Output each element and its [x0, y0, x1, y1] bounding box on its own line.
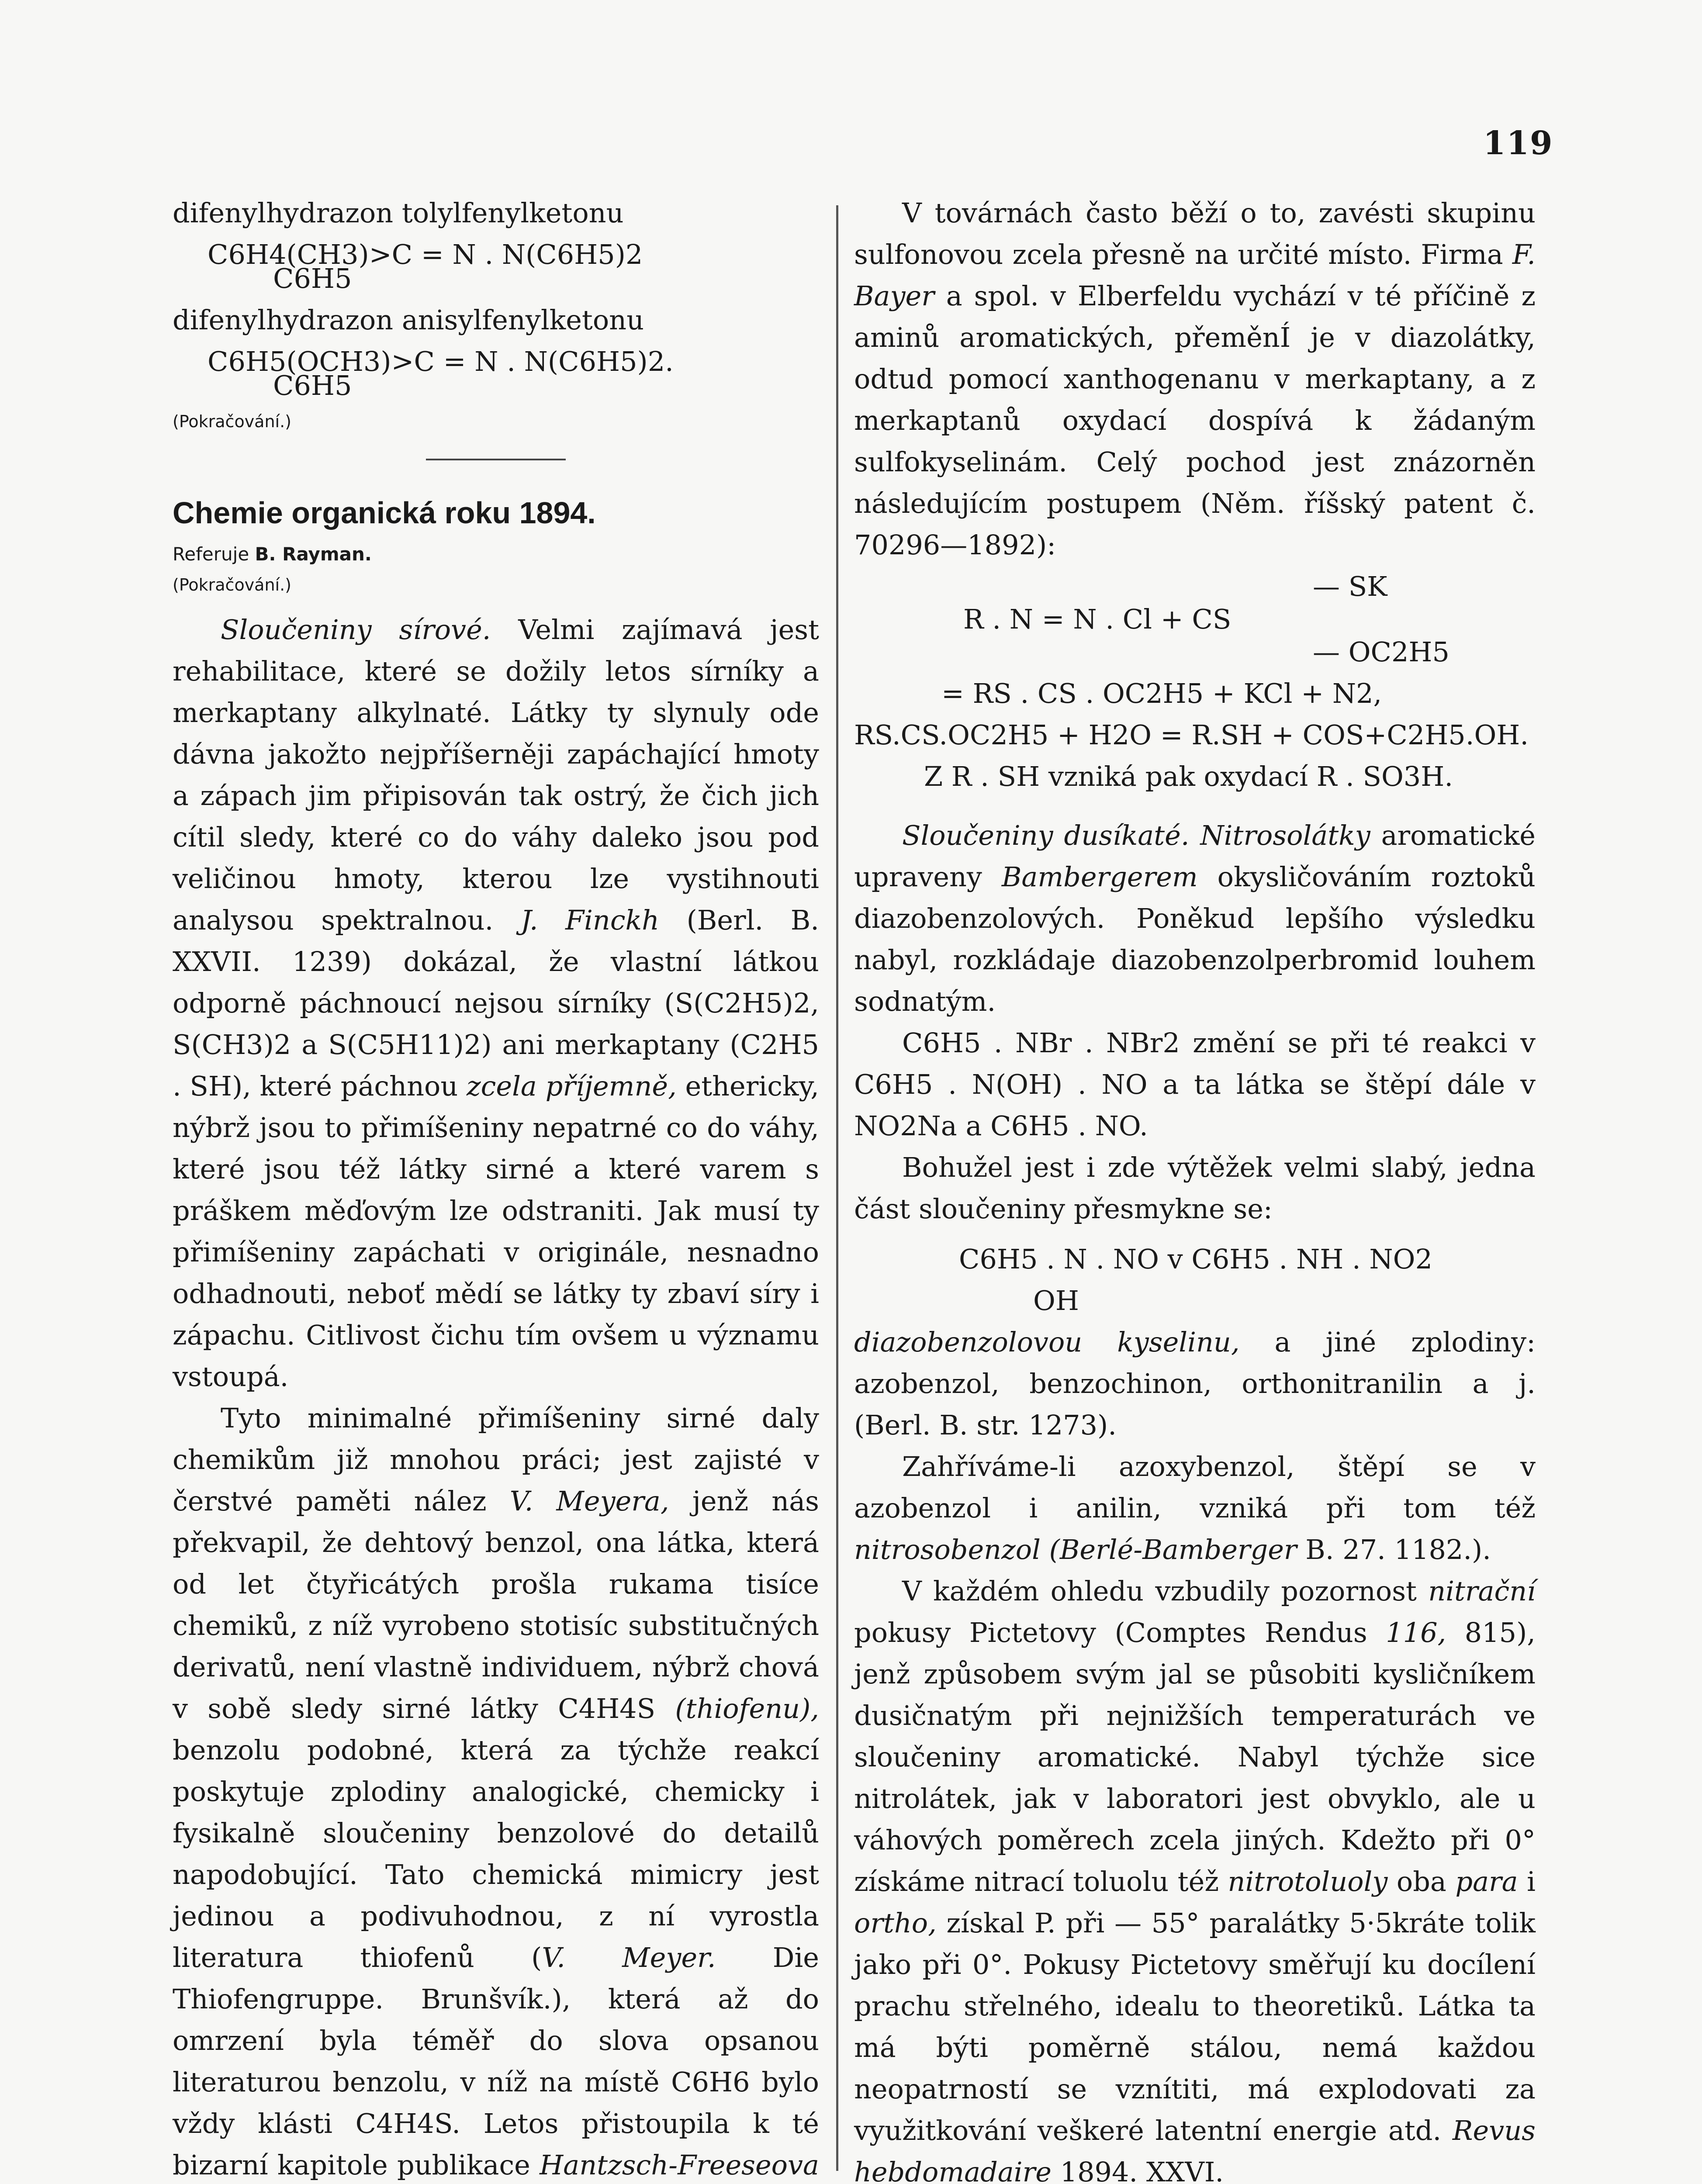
paragraph-diazobenzol: [854, 1321, 1536, 1446]
r-para7-g: získal P. při — 55° paralátky 5·5kráte tolik jako při 0°. Pokusy Pictetovy směřují ku docílení prachu střelného, idealu to theoretiků. Látka ta má býti poměrně stálou, nemá každou neopatrností se vznítiti, má explodovati za využitkování veškeré latentní energie atd.: [854, 1907, 1536, 2146]
para2-text-a: Tyto minimalné přimíšeniny sirné daly chemikům již mnohou práci; jest zajisté v čerstvé paměti nález: [173, 1402, 819, 1517]
para2-ref: V. Meyer.: [542, 1942, 716, 1973]
paragraph-thiophene: [173, 1397, 819, 2184]
para1-text-b: (Berl. B. XXVII. 1239) dokázal, že vlastní látkou odporně páchnoucí nejsou sírníky (S(C2H5)2, S(CH3)2 a S(C5H11)2) ani merkaptany (C2H5 . SH), které páchnou: [173, 904, 819, 1102]
para2-emphasis: (thiofenu),: [675, 1693, 819, 1724]
r-para7-c: (Comptes Rendus: [1114, 1617, 1367, 1648]
equation-1-sk: — SK: [1313, 570, 1387, 602]
r-para7-vol: 116,: [1386, 1617, 1446, 1648]
r-para5-emphasis: diazobenzolovou kyselinu,: [854, 1326, 1240, 1358]
page-number: 119: [1483, 124, 1553, 162]
para2-text-d: Die Thiofengruppe. Brunšvík.), která až do omrzení byla téměř do slova opsanou literaturou benzolu, v níž na místě C6H6 bylo vždy klásti C4H4S. Letos přistoupila k té bizarní kapitole publikace: [173, 1942, 819, 2181]
para1-text-c: ethericky, nýbrž jsou to přimíšeniny nepatrné co do váhy, které jsou též látky sirné a které varem s práškem měďovým lze odstraniti. Jak musí ty přimíšeniny zapáchati v originále, nesnadno odhadnouti, neboť mědí se látky ty zbaví síry i zápachu. Citlivost čichu tím ovšem u významu vstoupá.: [173, 1070, 819, 1393]
r-para2-lead: Sloučeniny dusíkaté.: [902, 819, 1190, 851]
equation-1-oc: — OC2H5: [1313, 636, 1449, 668]
paragraph-nitrogen: [854, 815, 1536, 1022]
paragraph-reaction: C6H5 . NBr . NBr2 změní se při té reakci v C6H5 . N(OH) . NO a ta látka se štěpí dále v NO2Na a C6H5 . NO.: [854, 1027, 1536, 1142]
section-rule: [426, 459, 566, 460]
r-para6-emphasis: nitrosobenzol: [854, 1534, 1041, 1565]
equation-3: Z R . SH vzniká pak oxydací R . SO3H.: [924, 760, 1453, 792]
formula-title-1: difenylhydrazon tolylfenylketonu: [173, 197, 624, 229]
para2-text-b: jenž nás překvapil, že dehtový benzol, ona látka, která od let čtyřicátých prošla rukama tisíce chemiků, z níž vyrobeno stotisíc substitučných derivatů, není vlastně individuem, nýbrž chová v sobě sledy sirné látky C4H4S: [173, 1485, 819, 1724]
paragraph-azoxybenzol: [854, 1446, 1536, 1570]
r-para7-a: V každém ohledu vzbudily pozornost: [902, 1575, 1417, 1607]
para1-emphasis: zcela příjemně,: [467, 1070, 677, 1102]
byline-author: B. Rayman.: [255, 543, 372, 565]
formula-title-2: difenylhydrazon anisylfenylketonu: [173, 304, 644, 336]
r-para7-source: Revus hebdomadaire: [854, 2115, 1536, 2184]
r-para1-b: a spol. v Elberfeldu vychází v té příčině z aminů aromatických, přeměnÍ je v diazolátky, odtud pomocí xanthogenanu v merkaptany, a z merkaptanů oxydací dospívá k žádaným sulfokyselinám. Celý pochod jest znázorněn následujícím postupem (Něm. říšský patent č. 70296—1892):: [854, 280, 1536, 561]
formula-2b: C6H5: [273, 370, 352, 401]
para1-lead: Sloučeniny sírové.: [221, 614, 491, 646]
r-para7-author: Pictetovy: [969, 1617, 1097, 1648]
column-divider: [836, 205, 838, 2171]
paragraph-pictet: [854, 1570, 1536, 2184]
left-column: [173, 192, 819, 2184]
continued-note-2: (Pokračování.): [173, 575, 292, 594]
paragraph-yield: Bohužel jest i zde výtěžek velmi slabý, jedna část sloučeniny přesmykne se:: [854, 1151, 1536, 1225]
equation-4-oh: OH: [1033, 1285, 1079, 1317]
r-para7-b: pokusy: [854, 1617, 951, 1648]
r-para7-ortho: ortho,: [854, 1907, 937, 1939]
paragraph-sulfur: [173, 609, 819, 1397]
equation-4: C6H5 . N . NO v C6H5 . NH . NO2: [959, 1243, 1432, 1275]
byline: [173, 539, 819, 570]
r-para1-firm: F. Bayer: [854, 238, 1536, 312]
para1-ref-author: J. Finckh: [520, 904, 660, 936]
equation-1-result: = RS . CS . OC2H5 + KCl + N2,: [941, 677, 1382, 709]
r-para7-e: oba: [1396, 1866, 1446, 1897]
equation-1-main: R . N = N . Cl + CS: [963, 603, 1232, 635]
r-para6-b: B. 27. 1182.).: [1305, 1534, 1491, 1565]
r-para7-emphasis: nitrační: [1428, 1575, 1536, 1607]
r-para7-h: 1894. XXVI.: [1060, 2156, 1224, 2184]
r-para7-para: para: [1455, 1866, 1518, 1897]
r-para2-b: okysličováním roztoků diazobenzolových. Poněkud lepšího výsledku nabyl, rozkládaje diazobenzolperbromid louhem sodnatým.: [854, 861, 1536, 1017]
r-para6-a: Zahříváme-li azoxybenzol, štěpí se v azobenzol i anilin, vzniká při tom též: [854, 1451, 1536, 1524]
para2-text-c: benzolu podobné, která za týchže reakcí poskytuje zplodiny analogické, chemicky i fysikalně sloučeniny benzolové do detailů napodobující. Tato chemická mimicry jest jedinou a podivuhodnou, z ní vyrostla literatura thiofenů (: [173, 1734, 819, 1973]
r-para7-emphasis2: nitrotoluoly: [1228, 1866, 1388, 1897]
formula-2a: C6H5(OCH3)>C = N . N(C6H5)2.: [208, 346, 674, 377]
r-para2-lead2: Nitrosolátky: [1200, 819, 1370, 851]
equation-2: RS.CS.OC2H5 + H2O = R.SH + COS+C2H5.OH.: [854, 719, 1529, 751]
r-para2-a: aromatické upraveny: [854, 819, 1536, 893]
r-para5: a jiné zplodiny: azobenzol, benzochinon, orthonitranilin a j. (Berl. B. str. 1273).: [854, 1326, 1536, 1441]
continued-note-1: (Pokračování.): [173, 412, 292, 431]
r-para6-ref: (Berlé-Bamberger: [1049, 1534, 1297, 1565]
formula-1a: C6H4(CH3)>C = N . N(C6H5)2: [208, 238, 643, 270]
paragraph-bayer: [854, 192, 1536, 566]
r-para7-f: i: [1527, 1866, 1536, 1897]
r-para1: V továrnách často běží o to, zavésti skupinu sulfonovou zcela přesně na určité místo. Firma: [854, 197, 1536, 270]
formula-1b: C6H5: [273, 263, 352, 294]
right-column: [854, 192, 1536, 2184]
para1-text: Velmi zajímavá jest rehabilitace, které se dožily letos sírníky a merkaptany alkylnaté. Látky ty slynuly ode dávna jakožto nejpříšerněji zapáchající hmoty a zápach jim připisován tak ostrý, že čich jich cítil sledy, které co do váhy daleko jsou pod veličinou hmoty, kterou lze vystihnouti analysou spektralnou.: [173, 614, 819, 936]
section-title: Chemie organická roku 1894.: [173, 496, 596, 530]
para2-ref2: Hantzsch-Freeseova: [540, 2149, 819, 2181]
para2-author: V. Meyera,: [509, 1485, 669, 1517]
r-para7-d: 815), jenž způsobem svým jal se působiti kysličníkem dusičnatým při nejnižších temperaturách ve sloučeniny aromatické. Nabyl týchže sice nitrolátek, jak v laboratori jest obvyklo, ale u váhových poměrech zcela jiných. Kdežto při 0° získáme nitrací toluolu též: [854, 1617, 1536, 1897]
byline-prefix: Referuje: [173, 543, 249, 565]
r-para2-author: Bambergerem: [1001, 861, 1198, 893]
